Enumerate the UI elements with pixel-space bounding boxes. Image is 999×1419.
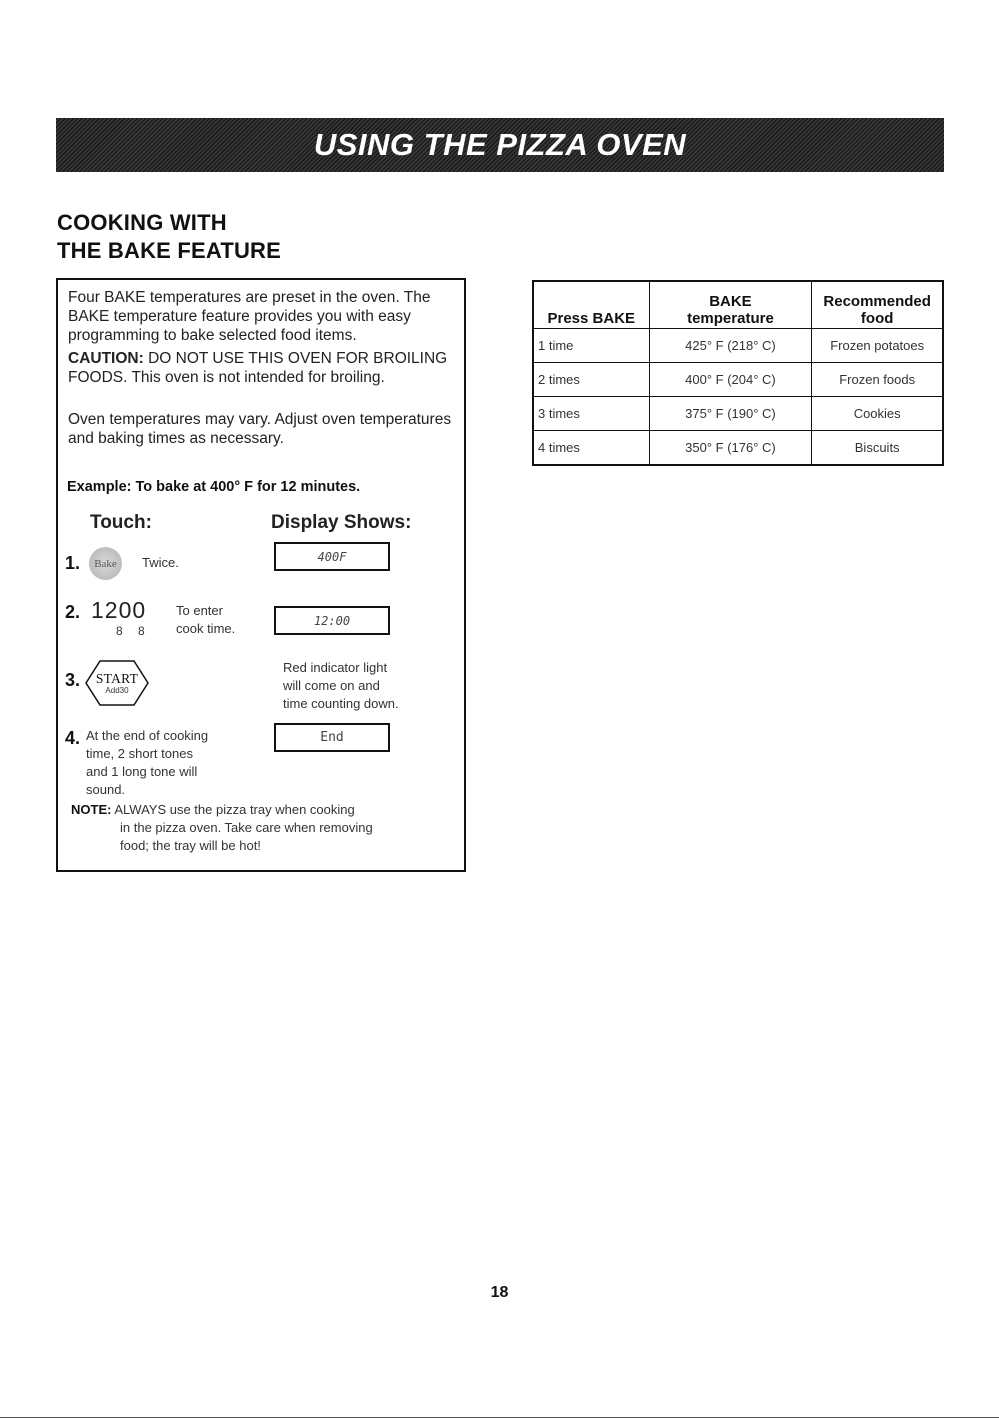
step-4-text-line1: At the end of cooking [86, 728, 209, 743]
page-number: 18 [490, 1284, 509, 1301]
step-2-number: 2. [65, 602, 81, 622]
caution-paragraph [68, 349, 460, 387]
step-2-text-line2: cook time. [176, 621, 236, 636]
step-3-number: 3. [65, 670, 81, 690]
display-step-2: 12:00 [274, 606, 390, 635]
note-label: NOTE: [71, 802, 112, 817]
cell-temperature: 375° F (190° C) [649, 397, 812, 431]
header-temp-line1: BAKE [709, 293, 752, 310]
cell-press: 2 times [533, 363, 649, 397]
display-step-4: End [274, 723, 390, 752]
table-row [533, 329, 943, 363]
bake-temperature-table [532, 280, 944, 466]
note-line1: ALWAYS use the pizza tray when cooking [111, 802, 355, 817]
caution-text: DO NOT USE THIS OVEN FOR BROILING FOODS. This oven is not intended for broiling. [68, 350, 448, 386]
start-button-sublabel: Add30 [105, 686, 129, 695]
header-press-bake-text: Press BAKE [547, 310, 636, 327]
display-step-1: 400F [274, 542, 390, 571]
variation-paragraph: Oven temperatures may vary. Adjust oven temperatures and baking times as necessary. [68, 411, 452, 447]
step-3-text-line3: time counting down. [283, 696, 399, 711]
table-row [533, 363, 943, 397]
note-line2: in the pizza oven. Take care when removing [120, 820, 373, 835]
step-4-text-line3: and 1 long tone will [86, 764, 198, 779]
header-bake-temperature [649, 281, 812, 329]
number-keys-sub: 8 8 [116, 624, 151, 638]
step-3-text-line2: will come on and [283, 678, 380, 693]
step-4-number: 4. [65, 728, 81, 748]
cell-temperature: 400° F (204° C) [649, 363, 812, 397]
header-food-line1: Recommended [823, 293, 931, 310]
cell-food: Frozen foods [812, 363, 943, 397]
display-header: Display Shows: [271, 512, 412, 533]
section-heading-line2: THE BAKE FEATURE [57, 238, 282, 263]
start-button-label: START [95, 671, 139, 686]
cell-press: 3 times [533, 397, 649, 431]
header-press-bake [533, 281, 649, 329]
start-button[interactable] [84, 659, 150, 707]
number-keys[interactable]: 1200 [91, 597, 147, 623]
step-1-text: Twice. [142, 555, 179, 570]
step-3-text-line1: Red indicator light [283, 660, 388, 675]
instructions-box [56, 278, 466, 872]
intro-paragraph: Four BAKE temperatures are preset in the oven. The BAKE temperature feature provides you with easy programming to bake selected food items. [68, 289, 431, 344]
step-2-text-line1: To enter [176, 603, 223, 618]
cell-food: Frozen potatoes [812, 329, 943, 363]
cell-press: 4 times [533, 431, 649, 466]
step-1-number: 1. [65, 553, 81, 573]
cell-food: Biscuits [812, 431, 943, 466]
title-banner [56, 118, 944, 172]
header-recommended-food [812, 281, 943, 329]
bake-button[interactable]: Bake [89, 547, 122, 580]
banner-title: USING THE PIZZA OVEN [313, 127, 687, 162]
header-temp-line2: temperature [687, 310, 774, 327]
step-4-text-line4: sound. [86, 782, 126, 797]
section-heading-line1: COOKING WITH [57, 210, 227, 235]
caution-label: CAUTION: [68, 350, 144, 367]
note-line3: food; the tray will be hot! [120, 838, 261, 853]
bottom-rule [0, 1417, 999, 1418]
example-title: Example: To bake at 400° F for 12 minutes. [67, 479, 361, 495]
table-header-row [533, 281, 943, 329]
step-4-text-line2: time, 2 short tones [86, 746, 193, 761]
note [71, 801, 373, 855]
header-food-line2: food [860, 310, 894, 327]
table-row [533, 431, 943, 466]
cell-press: 1 time [533, 329, 649, 363]
cell-temperature: 350° F (176° C) [649, 431, 812, 466]
table-row [533, 397, 943, 431]
touch-header: Touch: [90, 512, 152, 533]
cell-temperature: 425° F (218° C) [649, 329, 812, 363]
cell-food: Cookies [812, 397, 943, 431]
